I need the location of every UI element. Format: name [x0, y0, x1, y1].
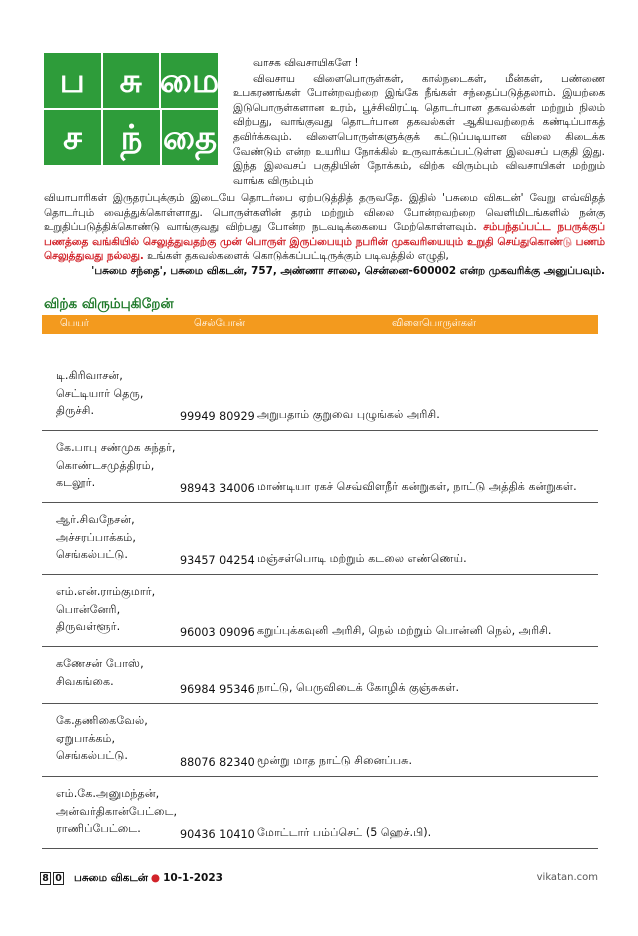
intro-block: [233, 56, 605, 188]
table-row: [42, 704, 598, 777]
seller-phone[interactable]: 88076 82340: [180, 756, 255, 769]
seller-place: திருவள்ளூர்.: [56, 620, 121, 633]
seller-phone[interactable]: 93457 04254: [180, 554, 255, 567]
seller-product: அறுபதாம் குறுவை புழுங்கல் அரிசி.: [257, 408, 440, 421]
page-digit: 0: [53, 872, 64, 885]
seller-phone[interactable]: 96003 09096: [180, 626, 255, 639]
logo-letter: ப: [44, 53, 101, 108]
table-row: [42, 360, 598, 431]
seller-product: மாண்டியா ரகச் செவ்விளநீர் கன்றுகள், நாட்டு அத்திக் கன்றுகள்.: [257, 480, 577, 493]
seller-phone[interactable]: 96984 95346: [180, 683, 255, 696]
seller-place: செங்கல்பட்டு.: [56, 548, 128, 561]
table-row: [42, 777, 598, 849]
magazine-name: பசுமை விகடன்: [74, 872, 148, 884]
seller-name: கே.தணிகைவேல்,: [56, 714, 148, 727]
seller-place: ராணிப்பேட்டை.: [56, 822, 141, 835]
seller-product: கறுப்புக்கவுனி அரிசி, நெல் மற்றும் பொன்னி நெல், அரிசி.: [257, 624, 552, 637]
table-row: [42, 647, 598, 704]
issue-date: 10-1-2023: [163, 872, 223, 884]
seller-place: கடலூர்.: [56, 476, 96, 489]
seller-name: ஆர்.சிவநேசன்,: [56, 513, 135, 526]
seller-name: கே.பாபு சண்முக சுந்தர்,: [56, 441, 176, 454]
logo-letter: ந்: [103, 110, 160, 165]
intro-paragraph-2: வியாபாரிகள் இருதரப்புக்கும் இடையே தொடர்பை ஏற்படுத்தித் தருவதே. இதில் 'பசுமை விகடன்' வேறு எவ்விதத் தொடர்பும் வைத்துக்கொள்ளாது. பொருள்களின் தரம் மற்றும் விலை போன்றவற்றை வெளிமிடங்களில் நன்கு உறுதிப்படுத்திக்கொண்டு வாங்குவது விற்பது போன்ற நடவடிக்கையை மேற்கொள்ளவும்.: [44, 192, 605, 234]
header-name: பெயர்: [60, 318, 90, 329]
seller-product: மோட்டார் பம்ப்செட் (5 ஹெச்.பி).: [257, 826, 432, 839]
logo-letter: தை: [162, 110, 218, 165]
seller-name: டி.கிரிவாசன்,: [56, 369, 123, 382]
section-title: விற்க விரும்புகிறேன்: [44, 296, 174, 312]
intro-continued: [44, 191, 605, 279]
intro-paragraph-3: உங்கள் தகவல்களைக் கொடுக்கப்பட்டிருக்கும் படிவத்தில் எழுதி,: [147, 250, 449, 263]
website-link[interactable]: vikatan.com: [536, 872, 598, 883]
seller-street: அன்வர்திகான்பேட்டை,: [56, 804, 178, 818]
seller-street: கொண்டசமுத்திரம்,: [56, 458, 155, 472]
seller-street: செட்டியார் தெரு,: [56, 386, 144, 400]
logo-letter: சு: [103, 53, 160, 108]
pasumai-sandhai-logo: [44, 53, 218, 165]
seller-product: மூன்று மாத நாட்டு சினைப்பசு.: [257, 754, 413, 767]
intro-paragraph: விவசாய விளைபொருள்கள், கால்நடைகள், மீன்கள், பண்ணை உபகரணங்கள் போன்றவற்றை இங்கே நீங்கள் சந்தைப்படுத்தலாம். இயற்கை இடுபொருள்களான உரம், பூச்சிவிரட்டி தொடர்பான தகவல்கள் மற்றும் நிலம் விற்பது, வாங்குவது தொடர்பான தகவல்கள் ஆகியவற்றைக் கண்டிப்பாகத் தவிர்க்கவும். விளைபொருள்களுக்குக் கட்டுப்படியான விலை கிடைக்க வேண்டும் என்ற உயரிய நோக்கில் உருவாக்கப்பட்டுள்ள இலவசப் பகுதி இது. இந்த இலவசப் பகுதியின் நோக்கம், விற்க விரும்பும் விவசாயிகள் மற்றும் வாங்க விரும்பும்: [233, 72, 605, 187]
seller-place: சிவகங்கை.: [56, 674, 114, 688]
seller-place: திருச்சி.: [56, 404, 95, 417]
table-header: [42, 315, 598, 334]
magazine-issue: [74, 872, 223, 885]
bullet-icon: ●: [150, 872, 161, 884]
page-number: [40, 872, 64, 885]
seller-phone[interactable]: 90436 10410: [180, 828, 255, 841]
seller-place: செங்கல்பட்டு.: [56, 749, 128, 762]
seller-name: எம்.கே.அனுமந்தன்,: [56, 787, 160, 800]
page-digit: 8: [40, 872, 51, 885]
seller-street: அச்சரப்பாக்கம்,: [56, 530, 136, 544]
table-row: [42, 575, 598, 647]
header-phone: செல்போன்: [194, 318, 246, 329]
page-footer: [40, 872, 598, 886]
seller-product: மஞ்சள்பொடி மற்றும் கடலை எண்ணெய்.: [257, 552, 467, 565]
seller-street: ஏறுபாக்கம்,: [56, 731, 116, 745]
table-row: [42, 431, 598, 503]
table-row: [42, 503, 598, 575]
logo-letter: மை: [161, 53, 218, 108]
seller-phone[interactable]: 99949 80929: [180, 410, 255, 423]
warning-text: சம்பந்தப்பட்ட நபருக்குப் பணத்தை வங்கியில் செலுத்துவதற்கு முன் பொருள் இருப்பையும் நபரின் முகவரியையும் உறுதி செய்துகொண்டு பணம் செலுத்துவது நல்லது.: [44, 221, 605, 263]
postal-address: 'பசுமை சந்தை', பசுமை விகடன், 757, அண்ணா சாலை, சென்னை-600002 என்ற முகவரிக்கு அனுப்பவும்.: [91, 264, 605, 277]
logo-letter: ச: [44, 110, 101, 165]
listings-table: [42, 360, 598, 849]
seller-phone[interactable]: 98943 34006: [180, 482, 255, 495]
seller-name: எம்.என்.ராம்குமார்,: [56, 585, 156, 598]
seller-street: பொன்னேரி,: [56, 602, 121, 616]
header-product: விளைபொருள்கள்: [392, 318, 477, 329]
seller-name: கணேசன் போஸ்,: [56, 657, 144, 670]
seller-product: நாட்டு, பெருவிடைக் கோழிக் குஞ்சுகள்.: [257, 681, 460, 694]
greeting: வாசக விவசாயிகளே !: [253, 57, 359, 69]
